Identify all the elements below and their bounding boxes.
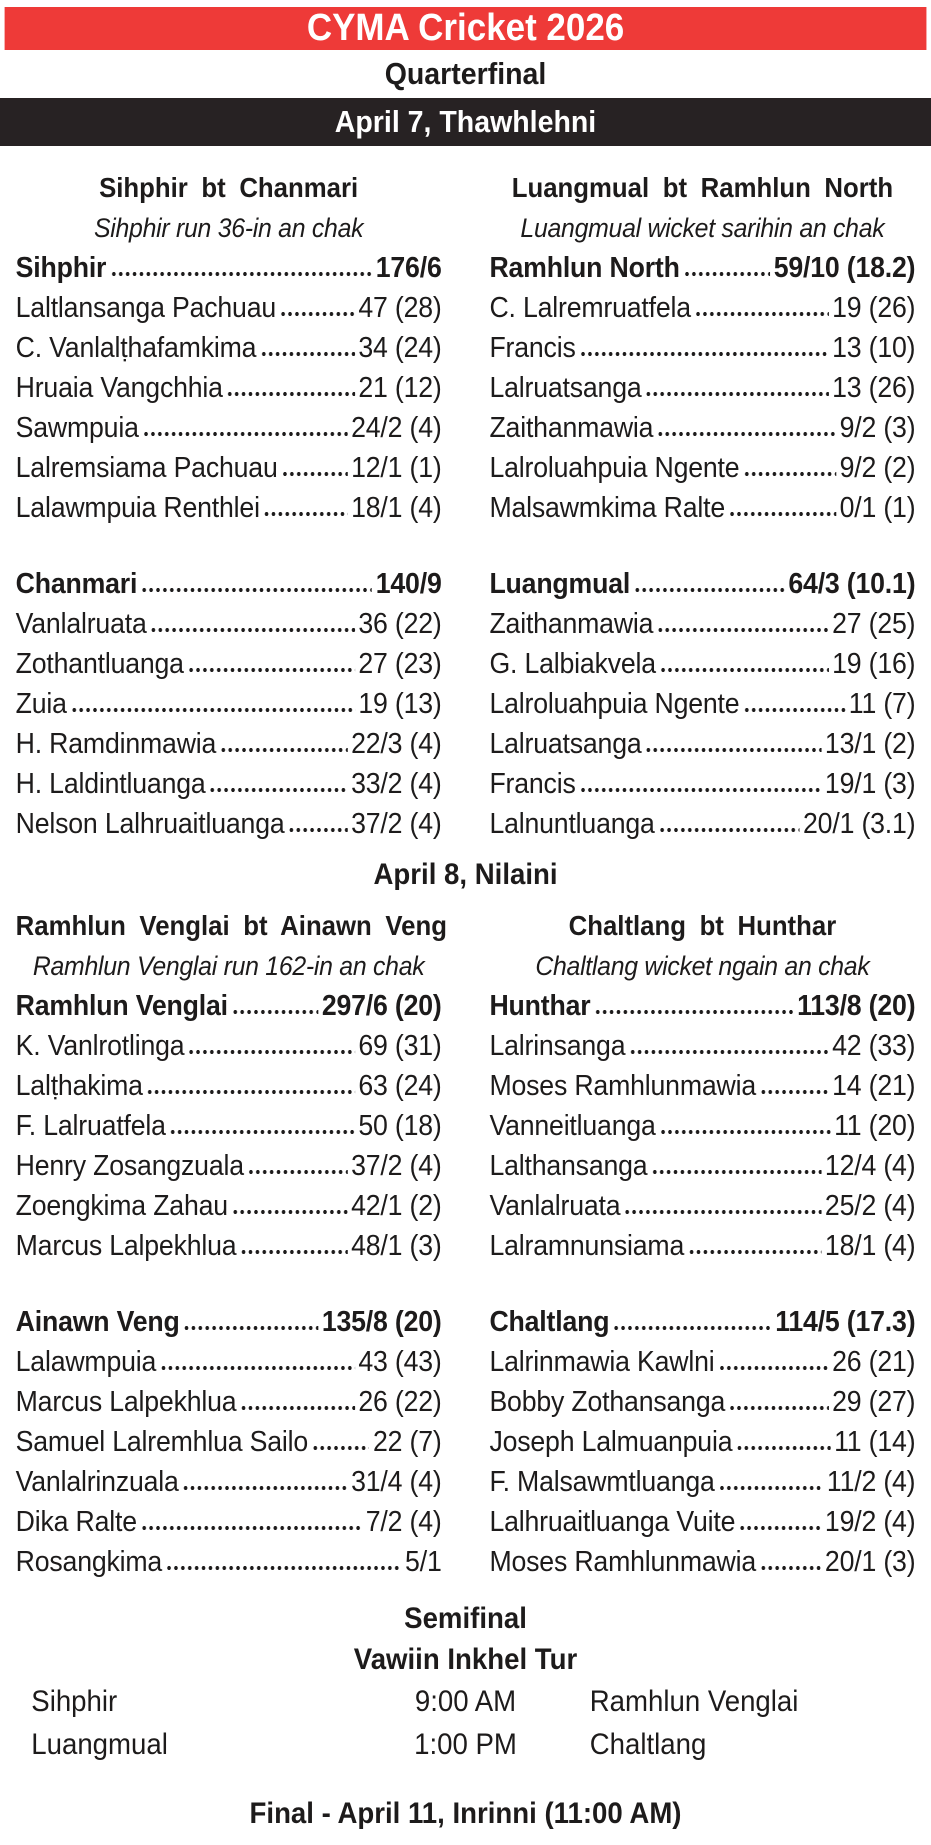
score-row [489,764,915,804]
semifinal-schedule [16,1680,916,1766]
player-score: 19 (13) [358,688,442,720]
score-row [489,488,915,528]
dotted-leader [209,764,347,804]
score-row [489,1462,915,1502]
dotted-leader [182,1462,347,1502]
player-score: 19 (16) [832,648,916,680]
player-name: C. Lalremruatfela [489,292,691,324]
match-block [15,906,447,1582]
dotted-leader [695,288,829,328]
dotted-leader [312,1422,370,1462]
dotted-leader [142,408,347,448]
innings-block [489,564,915,844]
score-row [16,564,442,604]
player-name: Lalṭhakima [15,1070,143,1102]
score-row [489,644,915,684]
dotted-leader [70,684,354,724]
player-name: Lalramnunsiama [489,1230,685,1262]
score-row [16,1026,442,1066]
semifinal-team2: Ramhlun Venglai [589,1685,799,1718]
team-total: 135/8 (20) [321,1306,442,1338]
semifinal-team1: Sihphir [31,1685,118,1718]
player-name: Lalruatsanga [489,372,642,404]
player-name: H. Laldintluanga [15,768,206,800]
score-row [16,684,442,724]
player-name: Rosangkima [15,1546,163,1578]
score-row [489,1302,915,1342]
score-row [489,1026,915,1066]
player-name: Vanlalruata [15,608,147,640]
score-row [16,986,442,1026]
player-score: 47 (28) [358,292,442,324]
dotted-leader [220,724,348,764]
player-name: Lalremsiama Pachuau [15,452,278,484]
player-name: Lalawmpuia [15,1346,157,1378]
score-row [489,408,915,448]
dotted-leader [579,764,821,804]
player-score: 69 (31) [358,1030,442,1062]
dotted-leader [659,1106,830,1146]
player-name: Joseph Lalmuanpuia [489,1426,733,1458]
score-row [16,1146,442,1186]
score-row [16,644,442,684]
player-name: Sawmpuia [15,412,139,444]
innings-block [489,1302,915,1582]
match-title: Sihphir bt Chanmari [99,172,359,203]
match-subtitle: Sihphir run 36-in an chak [93,213,364,243]
player-score: 9/2 (3) [839,412,916,444]
score-row [489,328,915,368]
innings-list [489,248,915,844]
score-row [489,1186,915,1226]
team-name: Chaltlang [489,1306,610,1338]
score-row [489,1542,915,1582]
player-score: 63 (24) [358,1070,442,1102]
player-name: Moses Ramhlunmawia [489,1546,756,1578]
dotted-leader [634,564,785,604]
score-row [16,248,442,288]
match-title: Chaltlang bt Hunthar [568,910,837,941]
score-row [489,684,915,724]
player-name: Malsawmkima Ralte [489,492,726,524]
player-name: Zaithanmawia [489,608,654,640]
player-score: 24/2 (4) [351,412,442,444]
player-score: 19/1 (3) [824,768,916,800]
dotted-leader [232,1186,348,1226]
dotted-leader [232,986,319,1026]
dotted-leader [240,1226,347,1266]
score-row [16,368,442,408]
dotted-leader [760,1542,822,1582]
team-name: Luangmual [489,568,631,600]
player-score: 22/3 (4) [351,728,442,760]
player-score: 31/4 (4) [351,1466,442,1498]
dotted-leader [645,724,821,764]
player-name: Lalroluahpuia Ngente [489,452,740,484]
player-score: 25/2 (4) [824,1190,916,1222]
score-row [16,1382,442,1422]
score-row [16,1422,442,1462]
player-name: Lalhruaitluanga Vuite [489,1506,736,1538]
player-name: K. Vanlrotlinga [15,1030,185,1062]
player-name: Zaithanmawia [489,412,654,444]
innings-block [16,248,442,528]
player-score: 18/1 (4) [824,1230,916,1262]
player-name: Bobby Zothansanga [489,1386,726,1418]
innings-list [16,248,442,844]
dotted-leader [718,1342,828,1382]
player-name: Zuia [15,688,67,720]
team-name: Chanmari [15,568,138,600]
score-row [16,1342,442,1382]
player-score: 11 (7) [848,688,916,720]
day1-matches [16,168,916,844]
dotted-leader [248,1146,348,1186]
team-name: Ramhlun North [489,252,680,284]
player-score: 13/1 (2) [824,728,916,760]
dotted-leader [288,804,347,844]
player-name: F. Lalruatfela [15,1110,166,1142]
score-row [16,1186,442,1226]
team-total: 176/6 [375,252,442,284]
player-score: 26 (21) [832,1346,916,1378]
player-score: 12/1 (1) [351,452,442,484]
score-row [489,448,915,488]
player-name: Zoengkima Zahau [15,1190,228,1222]
dotted-leader [658,804,799,844]
player-name: Lalroluahpuia Ngente [489,688,740,720]
player-name: Lalrinsanga [489,1030,626,1062]
player-score: 36 (22) [358,608,442,640]
dotted-leader [645,368,828,408]
dotted-leader [160,1342,355,1382]
player-name: Hruaia Vangchhia [15,372,223,404]
match-block [489,168,915,844]
player-name: Vanlalrinzuala [15,1466,179,1498]
dotted-leader [660,644,829,684]
match-block [16,168,442,844]
tournament-banner [5,7,927,50]
player-name: Lalawmpuia Renthlei [15,492,260,524]
score-row [16,288,442,328]
player-name: Lalrinmawia Kawlni [489,1346,715,1378]
team-total: 297/6 (20) [321,990,442,1022]
player-score: 20/1 (3) [824,1546,916,1578]
score-row [489,1146,915,1186]
player-score: 11 (14) [834,1426,916,1458]
score-row [16,448,442,488]
dotted-leader [736,1422,830,1462]
player-name: Samuel Lalremhlua Sailo [15,1426,309,1458]
score-row [16,604,442,644]
player-name: Marcus Lalpekhlua [15,1386,237,1418]
semifinal-team1: Luangmual [31,1728,168,1761]
score-row [489,804,915,844]
player-name: Francis [489,768,576,800]
player-score: 11/2 (4) [826,1466,916,1498]
match-title: Ramhlun Venglai bt Ainawn Veng [15,910,447,941]
player-score: 11 (20) [834,1110,916,1142]
team-total: 140/9 [375,568,442,600]
player-score: 7/2 (4) [365,1506,442,1538]
dotted-leader [683,248,770,288]
day1-bar [0,98,931,146]
dotted-leader [188,1026,355,1066]
score-row [16,1106,442,1146]
team-total: 114/5 (17.3) [775,1306,916,1338]
score-row [489,248,915,288]
team-total: 59/10 (18.2) [773,252,916,284]
innings-block [16,986,442,1266]
player-name: Zothantluanga [15,648,184,680]
player-score: 13 (26) [832,372,916,404]
player-score: 14 (21) [832,1070,916,1102]
day1-date: April 7, Thawhlehni [334,104,597,139]
player-name: Moses Ramhlunmawia [489,1070,756,1102]
score-row [16,1066,442,1106]
score-row [16,328,442,368]
dotted-leader [227,368,355,408]
score-row [16,804,442,844]
player-name: Henry Zosangzuala [15,1150,244,1182]
score-row [489,724,915,764]
score-row [489,1106,915,1146]
semifinal-heading: Semifinal [404,1602,527,1635]
player-name: H. Ramdinmawia [15,728,217,760]
innings-block [16,564,442,844]
player-name: Francis [489,332,576,364]
semifinal-time: 9:00 AM [414,1685,517,1718]
team-name: Hunthar [489,990,591,1022]
dotted-leader [688,1226,821,1266]
innings-list [489,986,915,1582]
match-title: Luangmual bt Ramhlun North [511,172,894,203]
dotted-leader [729,1382,829,1422]
player-score: 13 (10) [832,332,916,364]
player-score: 19 (26) [832,292,916,324]
team-name: Ainawn Veng [15,1306,180,1338]
player-name: G. Lalbiakvela [489,648,656,680]
player-score: 34 (24) [358,332,442,364]
score-row [489,1066,915,1106]
innings-block [489,986,915,1266]
score-row [16,1302,442,1342]
score-row [489,368,915,408]
dotted-leader [743,684,845,724]
dotted-leader [651,1146,821,1186]
dotted-leader [739,1502,821,1542]
dotted-leader [657,408,836,448]
player-score: 18/1 (4) [351,492,442,524]
player-score: 22 (7) [373,1426,442,1458]
day2-heading: April 8, Nilaini [373,858,558,891]
stage-heading: Quarterfinal [384,56,547,91]
player-score: 26 (22) [358,1386,442,1418]
match-block [489,906,915,1582]
page [0,7,931,1834]
match-subtitle: Chaltlang wicket ngain an chak [535,951,870,981]
score-row [489,1422,915,1462]
score-row [16,1502,442,1542]
player-score: 5/1 [405,1546,442,1578]
dotted-leader [624,1186,821,1226]
innings-block [16,1302,442,1582]
player-score: 21 (12) [358,372,442,404]
innings-block [489,248,915,528]
player-score: 20/1 (3.1) [803,808,916,840]
score-row [489,1226,915,1266]
semifinal-time: 1:00 PM [414,1728,517,1761]
results-content [0,146,931,1834]
team-total: 64/3 (10.1) [788,568,916,600]
dotted-leader [260,328,355,368]
dotted-leader [594,986,793,1026]
score-row [16,488,442,528]
dotted-leader [150,604,354,644]
player-score: 33/2 (4) [351,768,442,800]
player-score: 48/1 (3) [351,1230,442,1262]
player-name: Vanneitluanga [489,1110,656,1142]
dotted-leader [718,1462,823,1502]
match-subtitle: Luangmual wicket sarihin an chak [520,213,885,243]
player-score: 27 (23) [358,648,442,680]
dotted-leader [281,448,347,488]
score-row [489,1342,915,1382]
day2-matches [16,906,916,1582]
innings-list [16,986,442,1582]
dotted-leader [280,288,355,328]
score-row [489,1502,915,1542]
schedule-row [31,1680,899,1723]
dotted-leader [110,248,372,288]
score-row [16,1542,442,1582]
player-name: Dika Ralte [15,1506,137,1538]
dotted-leader [141,564,372,604]
match-subtitle: Ramhlun Venglai run 162-in an chak [32,951,425,981]
player-score: 29 (27) [832,1386,916,1418]
dotted-leader [147,1066,355,1106]
dotted-leader [188,644,355,684]
dotted-leader [264,488,348,528]
dotted-leader [579,328,828,368]
score-row [16,408,442,448]
final-line: Final - April 11, Inrinni (11:00 AM) [249,1797,682,1830]
player-score: 0/1 (1) [839,492,916,524]
player-name: Vanlalruata [489,1190,621,1222]
player-score: 12/4 (4) [824,1150,916,1182]
player-score: 42/1 (2) [351,1190,442,1222]
dotted-leader [141,1502,363,1542]
score-row [16,764,442,804]
tournament-title: CYMA Cricket 2026 [306,7,625,49]
dotted-leader [657,604,828,644]
player-score: 42 (33) [832,1030,916,1062]
player-name: Nelson Lalhruaitluanga [15,808,285,840]
semifinal-team2: Chaltlang [589,1728,707,1761]
dotted-leader [166,1542,402,1582]
player-name: Lalnuntluanga [489,808,655,840]
dotted-leader [729,488,836,528]
player-name: Lalthansanga [489,1150,648,1182]
team-name: Sihphir [15,252,107,284]
player-score: 19/2 (4) [824,1506,916,1538]
player-score: 9/2 (2) [839,452,916,484]
dotted-leader [183,1302,318,1342]
player-name: Lalruatsanga [489,728,642,760]
player-score: 50 (18) [358,1110,442,1142]
dotted-leader [613,1302,771,1342]
schedule-row [31,1723,899,1766]
score-row [489,604,915,644]
score-row [489,288,915,328]
player-score: 37/2 (4) [351,808,442,840]
team-name: Ramhlun Venglai [15,990,228,1022]
semifinal-subheading: Vawiin Inkhel Tur [353,1643,578,1676]
player-score: 37/2 (4) [351,1150,442,1182]
semifinal-section [16,1598,916,1766]
player-name: F. Malsawmtluanga [489,1466,715,1498]
player-score: 27 (25) [832,608,916,640]
dotted-leader [240,1382,355,1422]
dotted-leader [629,1026,828,1066]
player-score: 43 (43) [358,1346,442,1378]
dotted-leader [170,1106,355,1146]
score-row [489,1382,915,1422]
score-row [16,1226,442,1266]
dotted-leader [760,1066,829,1106]
score-row [489,986,915,1026]
player-name: Marcus Lalpekhlua [15,1230,237,1262]
team-total: 113/8 (20) [797,990,916,1022]
score-row [489,564,915,604]
player-name: Laltlansanga Pachuau [15,292,277,324]
score-row [16,724,442,764]
score-row [16,1462,442,1502]
dotted-leader [743,448,836,488]
player-name: C. Vanlalṭhafamkima [15,332,257,364]
